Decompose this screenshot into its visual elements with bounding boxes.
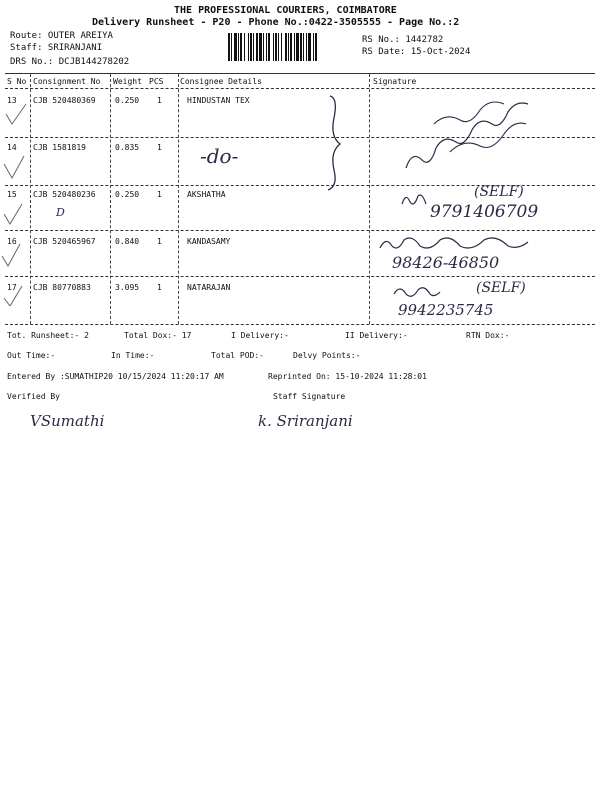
row-consignment: CJB 520480369	[33, 96, 96, 105]
col-header-weight: Weight	[113, 77, 142, 86]
barcode	[228, 33, 354, 61]
col-header-pcs: PCS	[149, 77, 164, 86]
total-dox: Total Dox:- 17	[124, 331, 192, 340]
drs-number: DRS No.: DCJB144278202	[10, 57, 130, 67]
handwritten-ditto: -do-	[200, 144, 239, 168]
staff-signature: k. Sriranjani	[258, 412, 353, 430]
verified-signature: VSumathi	[30, 412, 105, 430]
row-consignee: AKSHATHA	[187, 190, 226, 199]
row-pcs: 1	[157, 283, 162, 292]
row-consignment: CJB 520465967	[33, 237, 96, 246]
col-header-consignee: Consignee Details	[180, 77, 262, 86]
ii-delivery: II Delivery:-	[345, 331, 408, 340]
column-divider	[369, 74, 370, 324]
row-divider	[5, 276, 595, 277]
col-header-consignment: Consignment No	[33, 77, 101, 86]
row-divider	[5, 230, 595, 231]
signature-scribble	[376, 234, 536, 254]
row-sno: 14	[7, 143, 17, 152]
row-consignment: CJB 1581819	[33, 143, 86, 152]
signature-scribble	[392, 282, 442, 302]
verified-by-label: Verified By	[7, 392, 60, 401]
column-divider	[178, 74, 179, 324]
row-consignee: KANDASAMY	[187, 237, 231, 246]
row-pcs: 1	[157, 143, 162, 152]
row-sno: 13	[7, 96, 17, 105]
signature-scribble	[400, 90, 540, 180]
column-divider	[110, 74, 111, 324]
delvy-points: Delvy Points:-	[293, 351, 361, 360]
row-weight: 3.095	[115, 283, 140, 292]
signature-scribble	[400, 190, 428, 210]
checkmark-icons	[0, 96, 30, 306]
table-top-border	[5, 73, 595, 74]
rtn-dox: RTN Dox:-	[466, 331, 510, 340]
row-pcs: 1	[157, 190, 162, 199]
table-bottom-border	[5, 324, 595, 325]
row-consignment: CJB 80770883	[33, 283, 91, 292]
col-header-signature: Signature	[373, 77, 417, 86]
out-time: Out Time:-	[7, 351, 56, 360]
row-consignee: HINDUSTAN TEX	[187, 96, 250, 105]
rs-number: RS No.: 1442782	[362, 35, 444, 45]
company-name: THE PROFESSIONAL COURIERS, COIMBATORE	[174, 5, 397, 16]
row-weight: 0.250	[115, 96, 140, 105]
handwritten-phone: 98426-46850	[392, 253, 500, 272]
staff-signature-label: Staff Signature	[273, 392, 346, 401]
handwritten-mark: D	[56, 206, 65, 219]
row-sno: 15	[7, 190, 17, 199]
handwritten-self: (SELF)	[476, 280, 526, 296]
row-weight: 0.835	[115, 143, 140, 152]
staff-label: Staff: SRIRANJANI	[10, 43, 103, 53]
row-weight: 0.840	[115, 237, 140, 246]
table-header-border	[5, 88, 595, 89]
route-label: Route: OUTER AREIYA	[10, 31, 113, 41]
runsheet-title: Delivery Runsheet - P20 - Phone No.:0422-3505555 - Page No.:2	[92, 17, 460, 28]
row-consignee: NATARAJAN	[187, 283, 231, 292]
entered-by: Entered By :SUMATHIP20 10/15/2024 11:20:17 AM	[7, 372, 224, 381]
handwritten-phone: 9791406709	[430, 202, 539, 222]
i-delivery: I Delivery:-	[231, 331, 289, 340]
rs-date: RS Date: 15-Oct-2024	[362, 47, 471, 57]
brace-mark	[322, 92, 346, 192]
handwritten-self: (SELF)	[474, 184, 524, 200]
handwritten-phone: 9942235745	[398, 301, 494, 319]
row-sno: 16	[7, 237, 17, 246]
tot-runsheet: Tot. Runsheet:- 2	[7, 331, 89, 340]
row-consignment: CJB 520480236	[33, 190, 96, 199]
row-pcs: 1	[157, 96, 162, 105]
row-sno: 17	[7, 283, 17, 292]
column-divider	[30, 74, 31, 324]
in-time: In Time:-	[111, 351, 155, 360]
col-header-sno: S No	[7, 77, 27, 86]
row-pcs: 1	[157, 237, 162, 246]
row-weight: 0.250	[115, 190, 140, 199]
reprinted-on: Reprinted On: 15-10-2024 11:28:01	[268, 372, 427, 381]
total-pod: Total POD:-	[211, 351, 264, 360]
